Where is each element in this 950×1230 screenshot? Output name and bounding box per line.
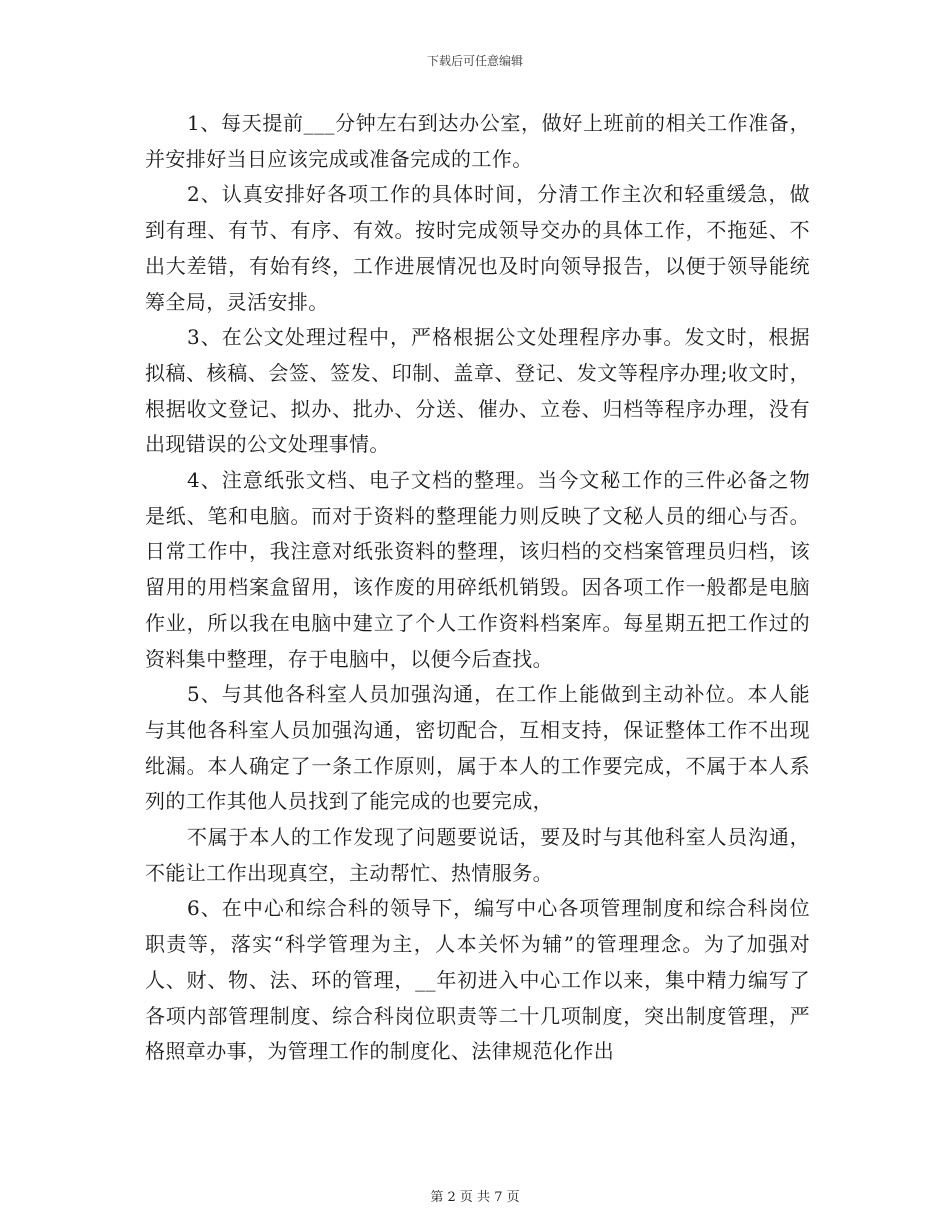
paragraph-3: 3、在公文处理过程中，严格根据公文处理程序办事。发文时，根据拟稿、核稿、会签、签发、印制、盖章、登记、发文等程序办理;收文时，根据收文登记、拟办、批办、分送、催办、立卷、归档等程序办理，没有出现错误的公文处理事情。 [145, 325, 810, 457]
paragraph-5: 5、与其他各科室人员加强沟通，在工作上能做到主动补位。本人能与其他各科室人员加强沟通，密切配合，互相支持，保证整体工作不出现纰漏。本人确定了一条工作原则，属于本人的工作要完成，不属于本人系列的工作其他人员找到了能完成的也要完成， [145, 682, 810, 814]
paragraph-5-continued: 不属于本人的工作发现了问题要说话，要及时与其他科室人员沟通，不能让工作出现真空，主动帮忙、热情服务。 [145, 825, 810, 885]
paragraph-1: 1、每天提前___分钟左右到达办公室，做好上班前的相关工作准备，并安排好当日应该完成或准备完成的工作。 [145, 111, 810, 171]
page-number-footer: 第 2 页 共 7 页 [430, 1190, 520, 1205]
paragraph-4: 4、注意纸张文档、电子文档的整理。当今文秘工作的三件必备之物是纸、笔和电脑。而对于资料的整理能力则反映了文秘人员的细心与否。日常工作中，我注意对纸张资料的整理，该归档的交档案管理员归档，该留用的用档案盒留用，该作废的用碎纸机销毁。因各项工作一般都是电脑作业，所以我在电脑中建立了个人工作资料档案库。每星期五把工作过的资料集中整理，存于电脑中，以便今后查找。 [145, 468, 810, 671]
page-header: 下载后可任意编辑 [426, 54, 523, 68]
paragraph-6: 6、在中心和综合科的领导下，编写中心各项管理制度和综合科岗位职责等，落实“科学管理为主，人本关怀为辅”的管理理念。为了加强对人、财、物、法、环的管理，__年初进入中心工作以来，集中精力编写了各项内部管理制度、综合科岗位职责等二十几项制度，突出制度管理，严格照章办事，为管理工作的制度化、法律规范化作出 [145, 896, 810, 1064]
document-body [145, 106, 810, 1070]
paragraph-2: 2、认真安排好各项工作的具体时间，分清工作主次和轻重缓急，做到有理、有节、有序、有效。按时完成领导交办的具体工作，不拖延、不出大差错，有始有终，工作进展情况也及时向领导报告，以便于领导能统筹全局，灵活安排。 [145, 182, 810, 314]
